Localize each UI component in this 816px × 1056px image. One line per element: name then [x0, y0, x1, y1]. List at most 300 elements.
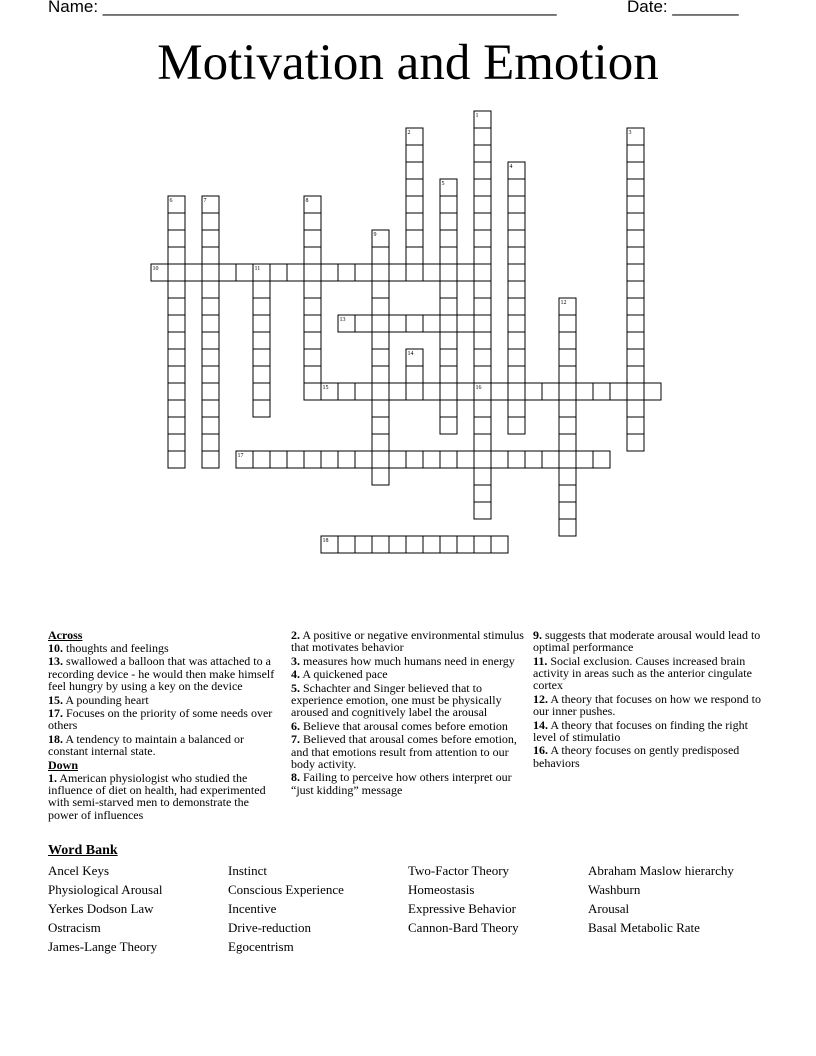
grid-cell[interactable] — [474, 451, 491, 468]
grid-cell[interactable] — [593, 383, 610, 400]
grid-cell[interactable] — [423, 451, 440, 468]
cell-number: 13 — [339, 317, 346, 323]
grid-cell[interactable] — [627, 417, 644, 434]
grid-cell[interactable] — [304, 298, 321, 315]
grid-cell[interactable] — [508, 315, 525, 332]
grid-cell[interactable] — [287, 451, 304, 468]
cell-number: 5 — [441, 181, 445, 187]
grid-cell[interactable] — [253, 298, 270, 315]
clue-number: 15. — [48, 692, 63, 707]
clue-number: 4. — [291, 667, 300, 682]
grid-cell[interactable] — [440, 332, 457, 349]
grid-cell[interactable] — [406, 213, 423, 230]
grid-cell[interactable] — [202, 264, 219, 281]
grid-cell[interactable] — [372, 281, 389, 298]
clue-text: thoughts and feelings — [63, 641, 169, 655]
grid-cell[interactable] — [474, 400, 491, 417]
word-bank-item: Incentive — [228, 901, 277, 916]
grid-cell[interactable] — [304, 332, 321, 349]
grid-cell[interactable] — [304, 264, 321, 281]
word-bank-item: Conscious Experience — [228, 882, 344, 897]
clue-text: Social exclusion. Causes increased brain activity in areas such as the anterior cingulate cortex — [533, 653, 752, 693]
grid-cell[interactable] — [508, 383, 525, 400]
grid-cell[interactable] — [372, 315, 389, 332]
clue-number: 3. — [291, 653, 300, 668]
grid-cell[interactable] — [355, 264, 372, 281]
grid-cell[interactable] — [202, 213, 219, 230]
grid-cell[interactable] — [474, 162, 491, 179]
grid-cell[interactable] — [440, 400, 457, 417]
grid-cell[interactable] — [202, 315, 219, 332]
cell-number: 1 — [475, 113, 479, 119]
grid-cell[interactable] — [168, 264, 185, 281]
grid-cell[interactable] — [304, 247, 321, 264]
grid-cell[interactable] — [508, 213, 525, 230]
down-clue-list — [48, 772, 276, 821]
grid-cell[interactable] — [474, 230, 491, 247]
grid-cell[interactable] — [627, 162, 644, 179]
grid-cell[interactable] — [440, 366, 457, 383]
clue-item — [533, 693, 767, 718]
grid-cell[interactable] — [508, 196, 525, 213]
grid-cell[interactable] — [168, 451, 185, 468]
cell-number: 11 — [254, 266, 261, 272]
grid-cell[interactable] — [406, 145, 423, 162]
grid-cell[interactable] — [202, 298, 219, 315]
grid-cell[interactable] — [559, 400, 576, 417]
grid-cell[interactable] — [474, 264, 491, 281]
grid-cell[interactable] — [372, 366, 389, 383]
grid-cell[interactable] — [627, 400, 644, 417]
grid-cell[interactable] — [508, 264, 525, 281]
cell-number: 8 — [305, 198, 309, 204]
clue-number: 6. — [291, 718, 300, 733]
clue-text: A theory that focuses on how we respond to our inner pushes. — [533, 691, 761, 719]
grid-cell[interactable] — [440, 349, 457, 366]
grid-cell[interactable] — [440, 230, 457, 247]
grid-cell[interactable] — [168, 349, 185, 366]
grid-cell[interactable] — [372, 298, 389, 315]
grid-cell[interactable] — [491, 383, 508, 400]
clue-number: 8. — [291, 770, 300, 785]
clue-item — [291, 682, 527, 719]
grid-cell[interactable] — [321, 451, 338, 468]
grid-cell[interactable] — [202, 417, 219, 434]
grid-cell[interactable] — [202, 400, 219, 417]
grid-cell[interactable] — [338, 383, 355, 400]
grid-cell[interactable] — [559, 383, 576, 400]
grid-cell[interactable] — [406, 536, 423, 553]
name-line: Name: ________________________________________________ — [48, 0, 557, 16]
grid-cell[interactable] — [253, 281, 270, 298]
grid-cell[interactable] — [525, 451, 542, 468]
grid-cell[interactable] — [474, 366, 491, 383]
grid-cell[interactable] — [440, 451, 457, 468]
grid-cell[interactable] — [304, 281, 321, 298]
grid-cell[interactable] — [372, 451, 389, 468]
cell-number: 17 — [237, 453, 244, 459]
grid-cell[interactable] — [406, 162, 423, 179]
grid-cell[interactable] — [559, 349, 576, 366]
grid-cell[interactable] — [372, 434, 389, 451]
clue-item — [533, 719, 767, 744]
grid-cell[interactable] — [457, 383, 474, 400]
clue-text: swallowed a balloon that was attached to a recording device - he would then make himself feel hungry by using a key on the device — [48, 654, 275, 694]
clue-text: suggests that moderate arousal would lead to optimal performance — [533, 628, 761, 655]
grid-cell[interactable] — [508, 366, 525, 383]
grid-cell[interactable] — [559, 366, 576, 383]
grid-cell[interactable] — [406, 315, 423, 332]
clue-text: Believed that arousal comes before emotion, and that emotions result from attention to our body activity. — [291, 732, 517, 771]
grid-cell[interactable] — [525, 383, 542, 400]
grid-cell[interactable] — [440, 264, 457, 281]
grid-cell[interactable] — [440, 315, 457, 332]
word-bank-item: Two-Factor Theory — [408, 863, 510, 878]
grid-cell[interactable] — [474, 247, 491, 264]
grid-cell[interactable] — [627, 281, 644, 298]
clue-item — [533, 655, 767, 692]
grid-cell[interactable] — [168, 366, 185, 383]
date-line: Date: _______ — [627, 0, 739, 16]
grid-cell[interactable] — [406, 383, 423, 400]
cell-number: 14 — [407, 351, 414, 357]
grid-cell[interactable] — [253, 332, 270, 349]
grid-cell[interactable] — [474, 145, 491, 162]
grid-cell[interactable] — [627, 349, 644, 366]
grid-cell[interactable] — [627, 434, 644, 451]
grid-cell[interactable] — [610, 383, 627, 400]
grid-cell[interactable] — [559, 468, 576, 485]
grid-cell[interactable] — [508, 281, 525, 298]
grid-cell[interactable] — [406, 264, 423, 281]
cell-number: 9 — [373, 232, 377, 238]
grid-cell[interactable] — [355, 536, 372, 553]
grid-cell[interactable] — [168, 400, 185, 417]
grid-cell[interactable] — [406, 230, 423, 247]
clue-number: 18. — [48, 731, 63, 746]
grid-cell[interactable] — [474, 349, 491, 366]
grid-cell[interactable] — [338, 264, 355, 281]
grid-cell[interactable] — [253, 383, 270, 400]
down-heading: Down — [48, 757, 79, 772]
grid-cell[interactable] — [389, 451, 406, 468]
clue-number: 12. — [533, 691, 548, 706]
grid-cell[interactable] — [508, 332, 525, 349]
grid-cell[interactable] — [474, 298, 491, 315]
grid-cell[interactable] — [389, 536, 406, 553]
clue-number: 16. — [533, 743, 548, 758]
grid-cell[interactable] — [168, 247, 185, 264]
grid-cell[interactable] — [202, 247, 219, 264]
grid-cell[interactable] — [372, 468, 389, 485]
grid-cell[interactable] — [202, 230, 219, 247]
grid-cell[interactable] — [202, 383, 219, 400]
across-heading: Across — [48, 628, 83, 642]
grid-cell[interactable] — [219, 264, 236, 281]
grid-cell[interactable] — [372, 536, 389, 553]
clue-text: Failing to perceive how others interpret our “just kidding” message — [291, 770, 512, 797]
grid-cell[interactable] — [440, 536, 457, 553]
grid-cell[interactable] — [559, 451, 576, 468]
grid-cell[interactable] — [202, 332, 219, 349]
word-bank-item: Arousal — [588, 901, 630, 916]
grid-cell[interactable] — [270, 451, 287, 468]
clue-item — [48, 642, 276, 654]
grid-cell[interactable] — [508, 230, 525, 247]
grid-cell[interactable] — [474, 179, 491, 196]
clue-text: A positive or negative environmental stimulus that motivates behavior — [291, 628, 524, 655]
grid-cell[interactable] — [474, 128, 491, 145]
grid-cell[interactable] — [304, 349, 321, 366]
grid-cell[interactable] — [559, 519, 576, 536]
grid-cell[interactable] — [202, 366, 219, 383]
grid-cell[interactable] — [627, 213, 644, 230]
grid-cell[interactable] — [474, 332, 491, 349]
grid-cell[interactable] — [304, 315, 321, 332]
down-clue-list — [533, 629, 767, 769]
grid-cell[interactable] — [440, 213, 457, 230]
grid-cell[interactable] — [168, 383, 185, 400]
grid-cell[interactable] — [168, 213, 185, 230]
clue-number: 1. — [48, 770, 57, 785]
grid-cell[interactable] — [236, 264, 253, 281]
grid-cell[interactable] — [627, 230, 644, 247]
grid-cell[interactable] — [491, 536, 508, 553]
word-bank-item: Cannon-Bard Theory — [408, 920, 519, 935]
cell-number: 4 — [509, 164, 513, 170]
clue-text: measures how much humans need in energy — [300, 653, 515, 668]
clue-number: 7. — [291, 732, 300, 747]
word-bank-item: Ostracism — [48, 920, 101, 935]
clue-number: 17. — [48, 706, 63, 721]
word-bank-item: Yerkes Dodson Law — [48, 901, 154, 916]
clue-number: 14. — [533, 717, 548, 732]
grid-cell[interactable] — [168, 230, 185, 247]
clue-item — [291, 720, 527, 732]
grid-cell[interactable] — [542, 451, 559, 468]
grid-cell[interactable] — [474, 434, 491, 451]
grid-cell[interactable] — [457, 264, 474, 281]
grid-cell[interactable] — [406, 451, 423, 468]
word-bank-item: Ancel Keys — [48, 863, 110, 878]
clue-item — [533, 744, 767, 769]
grid-cell[interactable] — [338, 536, 355, 553]
clue-item — [291, 629, 527, 654]
clue-item — [48, 772, 276, 821]
clue-number: 10. — [48, 641, 63, 655]
grid-cell[interactable] — [457, 451, 474, 468]
grid-cell[interactable] — [440, 196, 457, 213]
clue-item — [291, 668, 527, 680]
grid-cell[interactable] — [474, 485, 491, 502]
grid-cell[interactable] — [406, 247, 423, 264]
grid-cell[interactable] — [338, 451, 355, 468]
grid-cell[interactable] — [253, 400, 270, 417]
clue-item — [533, 629, 767, 654]
grid-cell[interactable] — [474, 213, 491, 230]
grid-cell[interactable] — [168, 434, 185, 451]
grid-cell[interactable] — [508, 349, 525, 366]
grid-cell[interactable] — [627, 332, 644, 349]
grid-cell[interactable] — [253, 315, 270, 332]
cell-number: 16 — [475, 385, 482, 391]
grid-cell[interactable] — [253, 451, 270, 468]
clue-text: A theory focuses on gently predisposed behaviors — [533, 743, 740, 770]
grid-cell[interactable] — [185, 264, 202, 281]
clues-column-3 — [533, 629, 767, 770]
grid-cell[interactable] — [440, 247, 457, 264]
grid-cell[interactable] — [508, 247, 525, 264]
grid-cell[interactable] — [627, 383, 644, 400]
grid-cell[interactable] — [372, 400, 389, 417]
grid-cell[interactable] — [474, 281, 491, 298]
grid-cell[interactable] — [355, 315, 372, 332]
clue-item — [48, 694, 276, 706]
grid-cell[interactable] — [440, 298, 457, 315]
cell-number: 7 — [203, 198, 207, 204]
grid-cell[interactable] — [508, 298, 525, 315]
grid-cell[interactable] — [559, 502, 576, 519]
grid-cell[interactable] — [202, 281, 219, 298]
grid-cell[interactable] — [168, 417, 185, 434]
grid-cell[interactable] — [559, 417, 576, 434]
word-bank-item: Washburn — [588, 882, 641, 897]
clue-item — [291, 655, 527, 667]
grid-cell[interactable] — [508, 400, 525, 417]
grid-cell[interactable] — [559, 315, 576, 332]
grid-cell[interactable] — [372, 264, 389, 281]
grid-cell[interactable] — [644, 383, 661, 400]
grid-cell[interactable] — [474, 468, 491, 485]
grid-cell[interactable] — [627, 196, 644, 213]
clues-column-1 — [48, 629, 276, 822]
word-bank-item: Basal Metabolic Rate — [588, 920, 700, 935]
grid-cell[interactable] — [406, 366, 423, 383]
grid-cell[interactable] — [457, 536, 474, 553]
grid-cell[interactable] — [440, 281, 457, 298]
grid-cell[interactable] — [440, 417, 457, 434]
grid-cell[interactable] — [406, 179, 423, 196]
grid-cell[interactable] — [202, 451, 219, 468]
clue-number: 5. — [291, 680, 300, 695]
cell-number: 18 — [322, 538, 329, 544]
grid-cell[interactable] — [304, 383, 321, 400]
clue-item — [48, 733, 276, 758]
clue-text: A tendency to maintain a balanced or constant internal state. — [48, 731, 244, 759]
grid-cell[interactable] — [270, 264, 287, 281]
clue-text: Focuses on the priority of some needs over others — [48, 706, 273, 733]
grid-cell[interactable] — [593, 451, 610, 468]
grid-cell[interactable] — [389, 383, 406, 400]
grid-cell[interactable] — [627, 298, 644, 315]
grid-cell[interactable] — [559, 485, 576, 502]
grid-cell[interactable] — [508, 417, 525, 434]
grid-cell[interactable] — [355, 383, 372, 400]
grid-cell[interactable] — [304, 451, 321, 468]
grid-cell[interactable] — [304, 213, 321, 230]
grid-cell[interactable] — [372, 247, 389, 264]
grid-cell[interactable] — [474, 196, 491, 213]
grid-cell[interactable] — [627, 366, 644, 383]
grid-cell[interactable] — [321, 264, 338, 281]
grid-cell[interactable] — [372, 383, 389, 400]
grid-cell[interactable] — [389, 264, 406, 281]
grid-cell[interactable] — [576, 451, 593, 468]
grid-cell[interactable] — [287, 264, 304, 281]
grid-cell[interactable] — [304, 230, 321, 247]
cell-number: 6 — [169, 198, 173, 204]
grid-cell[interactable] — [372, 349, 389, 366]
grid-cell[interactable] — [508, 179, 525, 196]
across-clue-list — [48, 642, 276, 757]
clue-item — [291, 771, 527, 796]
clue-text: A quickened pace — [300, 667, 388, 682]
grid-cell[interactable] — [168, 332, 185, 349]
grid-cell[interactable] — [355, 451, 372, 468]
grid-cell[interactable] — [406, 196, 423, 213]
clues-column-2 — [291, 629, 527, 797]
grid-cell[interactable] — [474, 502, 491, 519]
cell-number: 3 — [628, 130, 632, 136]
grid-cell[interactable] — [304, 366, 321, 383]
grid-cell[interactable] — [491, 451, 508, 468]
clue-text: A pounding heart — [63, 692, 149, 707]
grid-cell[interactable] — [542, 383, 559, 400]
grid-cell[interactable] — [627, 315, 644, 332]
grid-cell[interactable] — [474, 417, 491, 434]
grid-cell[interactable] — [253, 366, 270, 383]
word-bank-item: Physiological Arousal — [48, 882, 163, 897]
grid-cell[interactable] — [457, 315, 474, 332]
clue-item — [48, 655, 276, 692]
clue-number: 13. — [48, 654, 63, 669]
grid-cell[interactable] — [423, 383, 440, 400]
grid-cell[interactable] — [474, 315, 491, 332]
grid-cell[interactable] — [202, 434, 219, 451]
grid-cell[interactable] — [253, 349, 270, 366]
word-bank-item: Egocentrism — [228, 939, 294, 954]
grid-cell[interactable] — [168, 281, 185, 298]
grid-cell[interactable] — [627, 179, 644, 196]
clue-item — [48, 707, 276, 732]
grid-cell[interactable] — [627, 247, 644, 264]
grid-cell[interactable] — [168, 315, 185, 332]
cell-number: 2 — [407, 130, 411, 136]
word-bank-item: James-Lange Theory — [48, 939, 158, 954]
grid-cell[interactable] — [627, 264, 644, 281]
grid-cell[interactable] — [559, 434, 576, 451]
grid-cell[interactable] — [440, 383, 457, 400]
grid-cell[interactable] — [372, 417, 389, 434]
grid-cell[interactable] — [576, 383, 593, 400]
page-title: Motivation and Emotion — [157, 35, 659, 91]
grid-cell[interactable] — [389, 315, 406, 332]
grid-cell[interactable] — [474, 536, 491, 553]
grid-cell[interactable] — [423, 536, 440, 553]
grid-cell[interactable] — [202, 349, 219, 366]
cell-number: 15 — [322, 385, 329, 391]
grid-cell[interactable] — [168, 298, 185, 315]
grid-cell[interactable] — [423, 264, 440, 281]
clue-number: 11. — [533, 653, 548, 668]
word-bank-item: Abraham Maslow hierarchy — [588, 863, 734, 878]
grid-cell[interactable] — [508, 451, 525, 468]
grid-cell[interactable] — [559, 332, 576, 349]
grid-cell[interactable] — [627, 145, 644, 162]
grid-cell[interactable] — [372, 332, 389, 349]
grid-cell[interactable] — [423, 315, 440, 332]
clue-text: Believe that arousal comes before emotion — [300, 718, 508, 733]
